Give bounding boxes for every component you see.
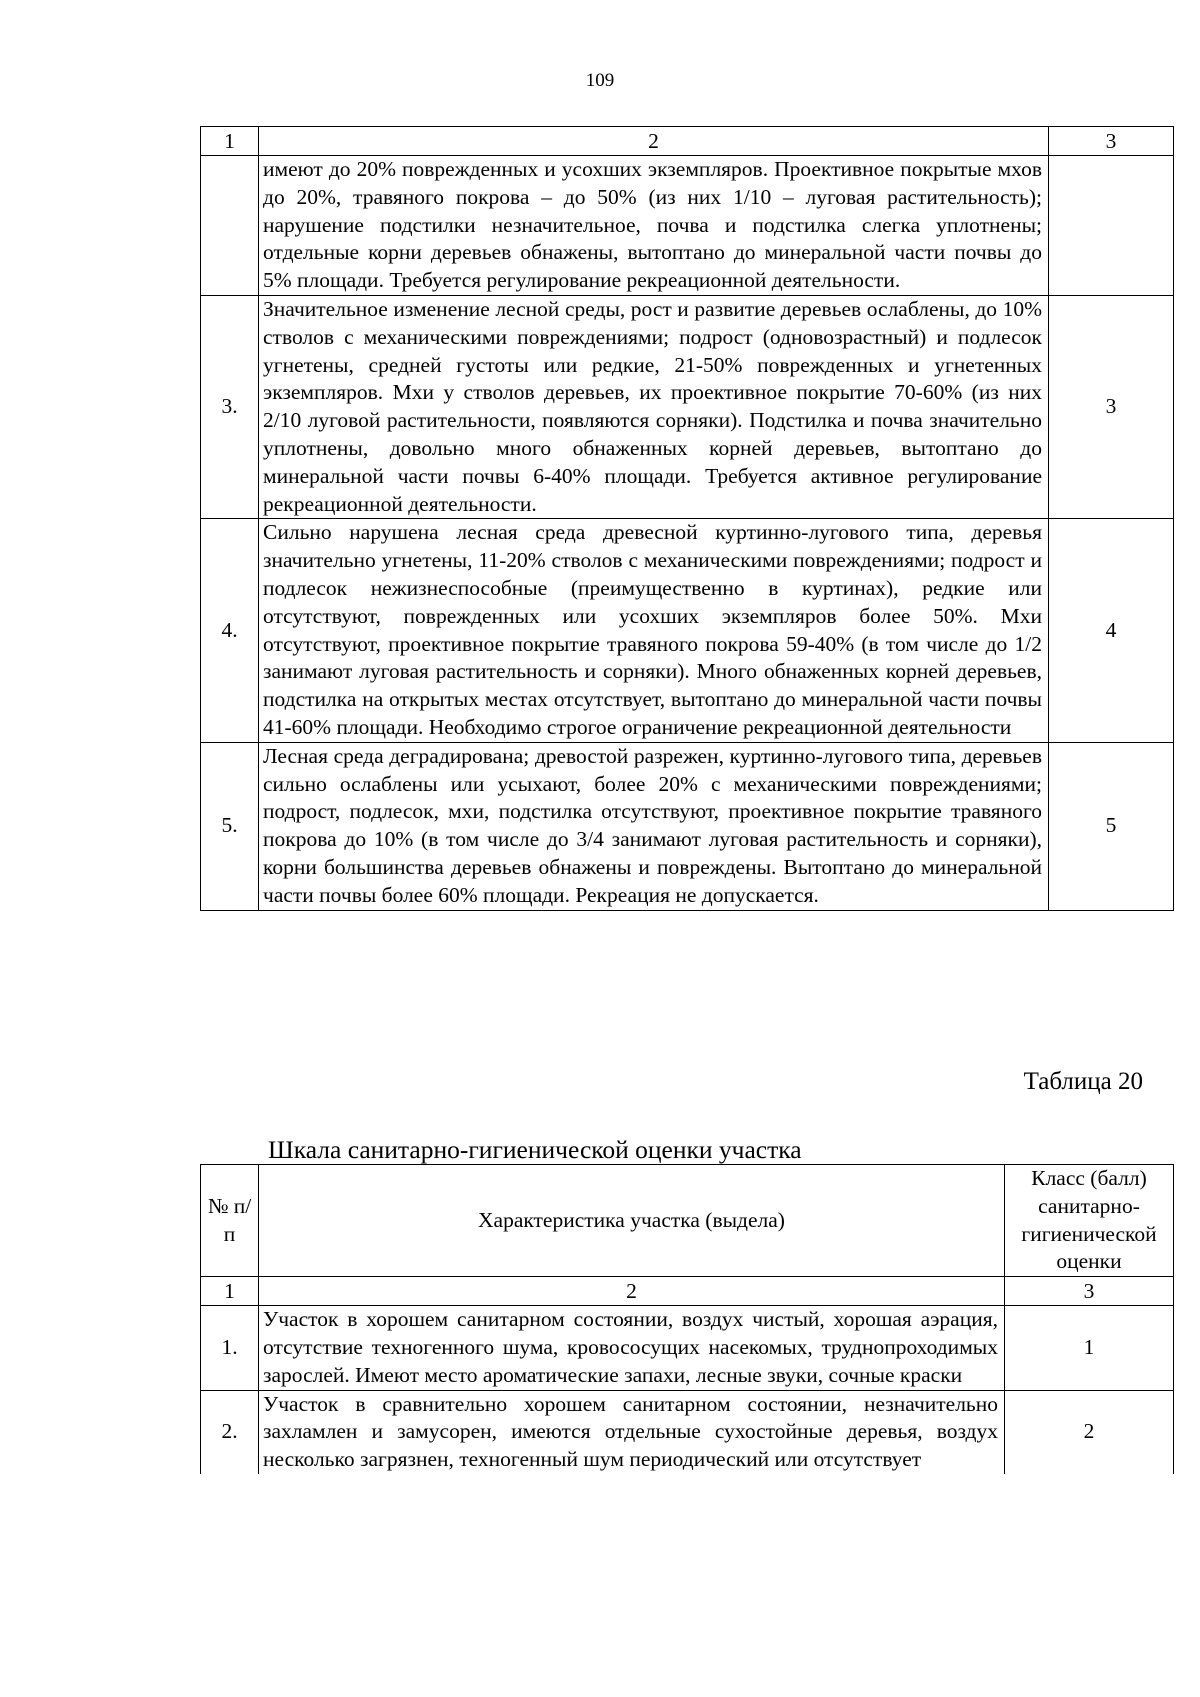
page-number: 109 (585, 70, 615, 91)
row-number: 5. (201, 742, 259, 910)
header-description: Характеристика участка (выдела) (259, 1165, 1005, 1277)
row-score: 3 (1049, 295, 1174, 518)
row-number: 2. (201, 1390, 259, 1474)
row-score: 4 (1049, 519, 1174, 742)
header-number: № п/п (201, 1165, 259, 1277)
table-row (201, 519, 1174, 742)
column-number: 3 (1049, 127, 1174, 156)
table-label: Таблица 20 (1023, 1068, 1143, 1095)
row-description: Значительное изменение лесной среды, рост и развитие деревьев ослаблены, до 10% стволов с механическими повреждениями; подрост (одновозрастный) и подлесок угнетены, средней густоты или редкие, 21-50% поврежденных и угнетенных экземпляров. Мхи у стволов деревьев, их проективное покрытие 70-60% (из них 2/10 луговой растительности, появляются сорняки). Подстилка и почва значительно уплотнены, довольно много обнаженных корней деревьев, вытоптано до минеральной части почвы 6-40% площади. Требуется активное регулирование рекреационной деятельности. (259, 295, 1049, 518)
column-number-row (201, 1277, 1174, 1306)
column-number: 3 (1005, 1277, 1174, 1306)
table-row (201, 1306, 1174, 1390)
row-number (201, 156, 259, 296)
row-score: 1 (1005, 1306, 1174, 1390)
row-number: 1. (201, 1306, 259, 1390)
row-score: 5 (1049, 742, 1174, 910)
column-number-row (201, 127, 1174, 156)
row-description: Участок в сравнительно хорошем санитарном состоянии, незначительно захламлен и замусорен, имеются отдельные сухостойные деревья, воздух несколько загрязнен, техногенный шум периодический или отсутствует (259, 1390, 1005, 1474)
recreation-stage-table (200, 126, 1174, 911)
row-description: имеют до 20% поврежденных и усохших экземпляров. Проективное покрытые мхов до 20%, травяного покрова – до 50% (из них 1/10 – луговая растительность); нарушение подстилки незначительное, почва и подстилка слегка уплотнены; отдельные корни деревьев обнажены, вытоптано до минеральной части почвы до 5% площади. Требуется регулирование рекреационной деятельности. (259, 156, 1049, 296)
header-score: Класс (балл) санитарно-гигиенической оценки (1005, 1165, 1174, 1277)
table-row (201, 295, 1174, 518)
column-number: 2 (259, 127, 1049, 156)
row-description: Лесная среда деградирована; древостой разрежен, куртинно-лугового типа, деревьев сильно ослаблены или усыхают, более 20% с механическими повреждениями; подрост, подлесок, мхи, подстилка отсутствуют, проективное покрытие травяного покрова до 10% (в том числе до 3/4 занимают луговая растительность и сорняки), корни большинства деревьев обнажены и повреждены. Вытоптано до минеральной части почвы более 60% площади. Рекреация не допускается. (259, 742, 1049, 910)
table-header-row (201, 1165, 1174, 1277)
column-number: 2 (259, 1277, 1005, 1306)
table-row (201, 1390, 1174, 1474)
sanitary-hygienic-scale-table (200, 1164, 1174, 1474)
row-number: 3. (201, 295, 259, 518)
table-row (201, 156, 1174, 296)
table-row (201, 742, 1174, 910)
row-description: Сильно нарушена лесная среда древесной куртинно-лугового типа, деревья значительно угнетены, 11-20% стволов с механическими повреждениями; подрост и подлесок нежизнеспособные (преимущественно в куртинах), редкие или отсутствуют, поврежденных или усохших экземпляров более 50%. Мхи отсутствуют, проективное покрытие травяного покрова 59-40% (в том числе до 1/2 занимают луговая растительность и сорняки). Много обнаженных корней деревьев, подстилка на открытых местах отсутствует, вытоптано до минеральной части почвы 41-60% площади. Необходимо строгое ограничение рекреационной деятельности (259, 519, 1049, 742)
column-number: 1 (201, 127, 259, 156)
table-title: Шкала санитарно-гигиенической оценки участка (268, 1135, 802, 1164)
row-number: 4. (201, 519, 259, 742)
row-description: Участок в хорошем санитарном состоянии, воздух чистый, хорошая аэрация, отсутствие техногенного шума, кровососущих насекомых, труднопроходимых зарослей. Имеют место ароматические запахи, лесные звуки, сочные краски (259, 1306, 1005, 1390)
row-score: 2 (1005, 1390, 1174, 1474)
row-score (1049, 156, 1174, 296)
column-number: 1 (201, 1277, 259, 1306)
